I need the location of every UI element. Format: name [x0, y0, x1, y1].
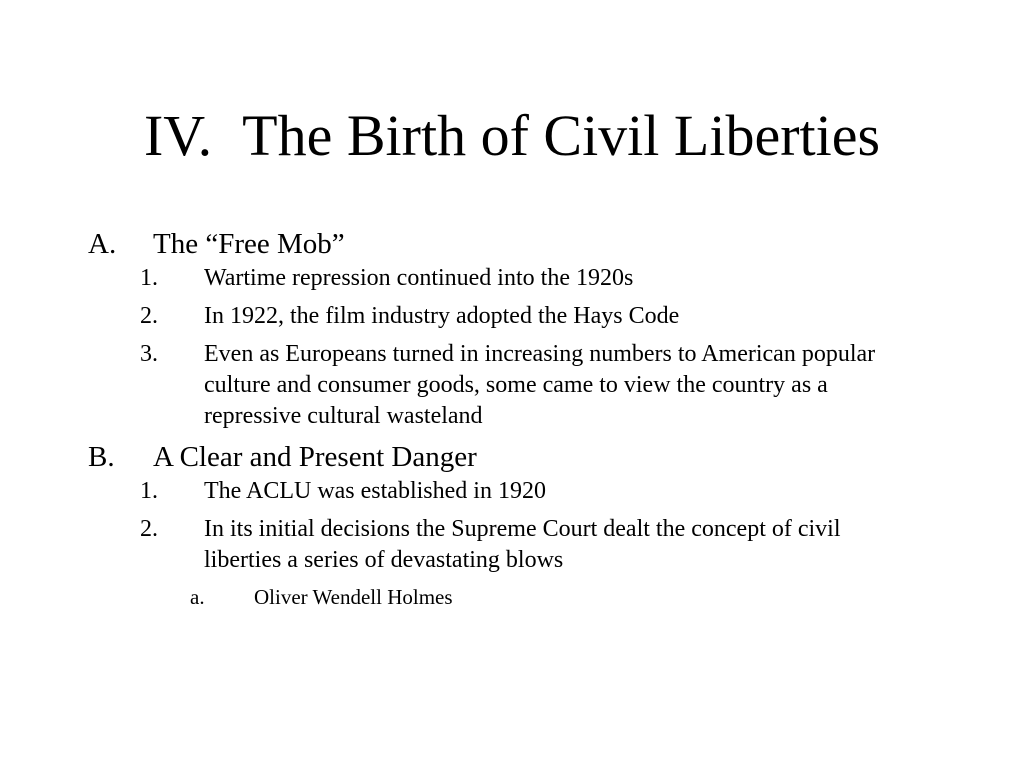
list-item-text: The ACLU was established in 1920: [204, 478, 546, 504]
list-item-marker: 1.: [140, 265, 158, 291]
list-item: [0, 476, 914, 507]
sub-list-item-marker: a.: [190, 585, 205, 609]
section-heading: [0, 439, 1024, 475]
sub-list-item-text: Oliver Wendell Holmes: [254, 585, 453, 609]
list-item-marker: 1.: [140, 478, 158, 504]
list-item-text: Wartime repression continued into the 1920s: [204, 265, 634, 291]
list-item: [0, 339, 914, 432]
section-heading: [0, 226, 1024, 262]
slide-title: [0, 100, 1024, 172]
list-item-text: In its initial decisions the Supreme Court dealt the concept of civil liberties a series of devastating blows: [204, 516, 841, 573]
list-item-text: In 1922, the film industry adopted the Hays Code: [204, 303, 680, 329]
section-heading-text: A Clear and Present Danger: [153, 441, 477, 473]
title-text: The Birth of Civil Liberties: [242, 103, 881, 168]
title-number: IV.: [143, 103, 213, 168]
section-marker: B.: [88, 441, 115, 473]
list-item-text: Even as Europeans turned in increasing numbers to American popular culture and consumer goods, some came to view the country as a repressive cultural wasteland: [204, 341, 876, 429]
list-item: [0, 514, 914, 576]
list-item-marker: 2.: [140, 516, 158, 542]
list-item-marker: 2.: [140, 303, 158, 329]
list-item-marker: 3.: [140, 341, 158, 367]
section-heading-text: The “Free Mob”: [153, 228, 345, 260]
sub-list-item: [0, 583, 1024, 611]
outline: [0, 226, 1024, 615]
list-item: [0, 301, 914, 332]
section-marker: A.: [88, 228, 117, 260]
list-item: [0, 263, 914, 294]
